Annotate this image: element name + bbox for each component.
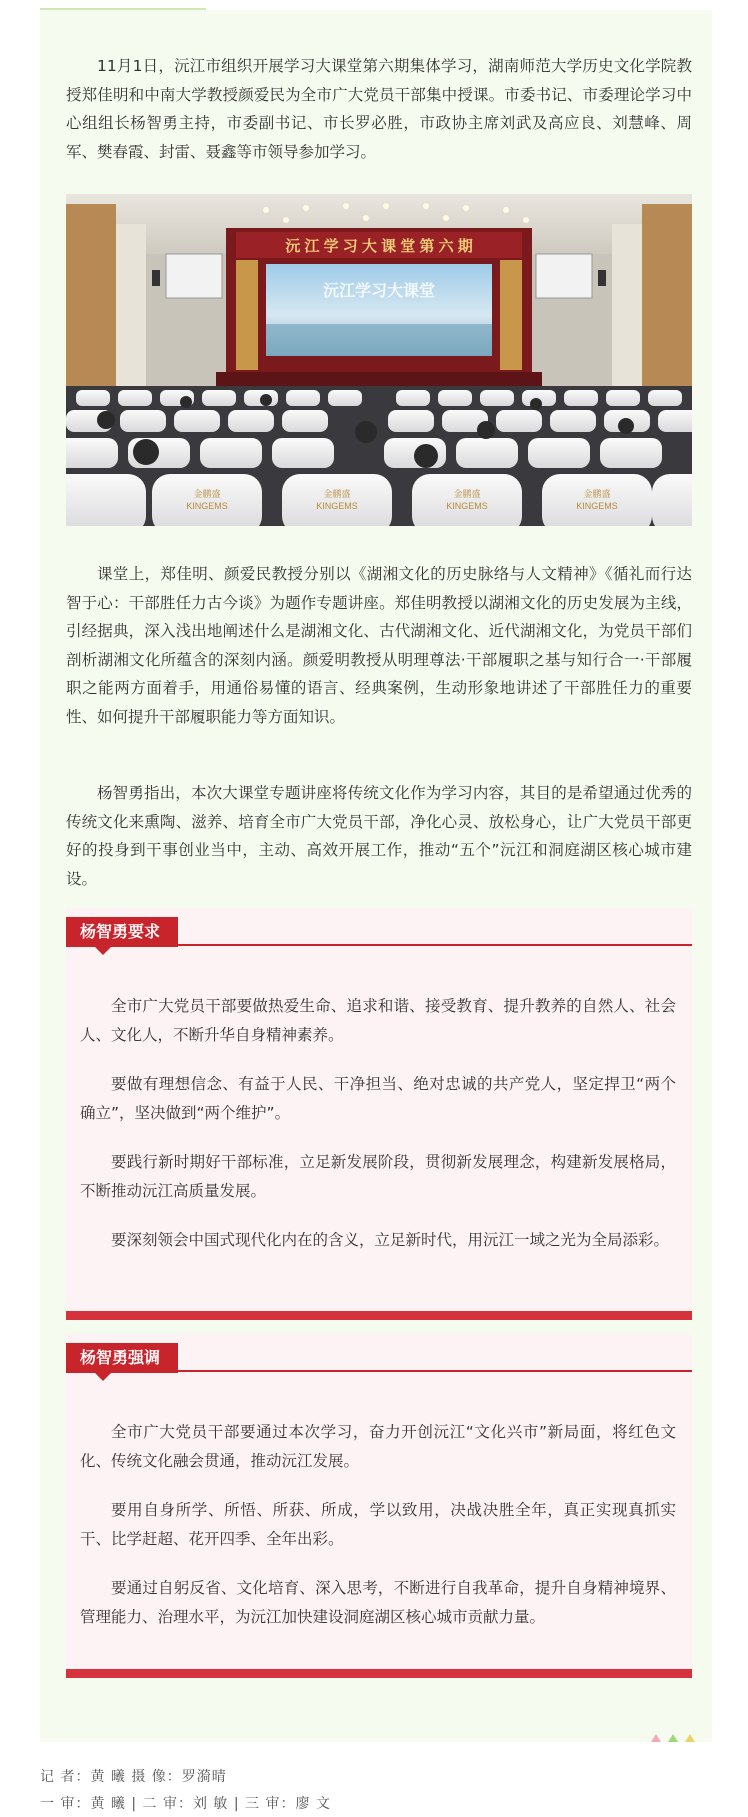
chair-text-2: 金鹏盛 xyxy=(323,489,351,499)
section-title-pointer xyxy=(94,946,112,955)
requirements-section xyxy=(66,908,692,1320)
requirement-item: 要做有理想信念、有益于人民、干净担当、绝对忠诚的共产党人，坚定捍卫“两个确立”，坚决做到“两个维护”。 xyxy=(80,1075,676,1122)
chair-text-4: 金鹏盛 xyxy=(583,489,611,499)
credits-reporter: 记 者：黄 曦 摄 像：罗漪晴 xyxy=(40,1769,227,1785)
chair-brand-1: KINGEMS xyxy=(186,501,228,511)
emphasis-item: 全市广大党员干部要通过本次学习，奋力开创沅江“文化兴市”新局面，将红色文化、传统文化融会贯通，推动沅江发展。 xyxy=(80,1423,676,1470)
lecture-hall-photo xyxy=(66,194,692,526)
decorative-triangles-icon xyxy=(651,1734,701,1746)
emphasis-item: 要通过自躬反省、文化培育、深入思考，不断进行自我革命，提升自身精神境界、管理能力、治理水平，为沅江加快建设洞庭湖区核心城市贡献力量。 xyxy=(80,1579,676,1626)
screen-text: 沅江学习大课堂 xyxy=(322,283,436,300)
requirement-item: 要深刻领会中国式现代化内在的含义，立足新时代，用沅江一域之光为全局添彩。 xyxy=(111,1231,670,1249)
chair-brand-4: KINGEMS xyxy=(576,501,618,511)
lecture-paragraph: 课堂上，郑佳明、颜爱民教授分别以《湖湘文化的历史脉络与人文精神》《循礼而行达智于心：干部胜任力古今谈》为题作专题讲座。郑佳明教授以湖湘文化的历史发展为主线，引经据典，深入浅出地阐述什么是湖湘文化、古代湖湘文化、近代湖湘文化，为党员干部们剖析湖湘文化所蕴含的深刻内涵。颜爱明教授从明理尊法·干部履职之基与知行合一·干部履职之能两方面着手，用通俗易懂的语言、经典案例，生动形象地讲述了干部胜任力的重要性、如何提升干部履职能力等方面知识。 xyxy=(66,565,692,726)
requirement-item: 全市广大党员干部要做热爱生命、追求和谐、接受教育、提升教养的自然人、社会人、文化人，不断升华自身精神素养。 xyxy=(80,997,676,1044)
emphasis-item: 要用自身所学、所悟、所获、所成，学以致用，决战决胜全年，真正实现真抓实干、比学赶超、花开四季、全年出彩。 xyxy=(80,1501,676,1548)
triangle-icon xyxy=(651,1734,661,1742)
chair-brand-3: KINGEMS xyxy=(446,501,488,511)
section-bottom-bar xyxy=(66,1669,692,1678)
chair-text-3: 金鹏盛 xyxy=(453,489,481,499)
chair-text-1: 金鹏盛 xyxy=(193,489,221,499)
banner-text: 沅 江 学 习 大 课 堂 第 六 期 xyxy=(285,238,473,255)
section-title: 杨智勇要求 xyxy=(66,917,178,947)
section-title: 杨智勇强调 xyxy=(66,1343,178,1373)
chair-brand-2: KINGEMS xyxy=(316,501,358,511)
credits-review: 一 审：黄 曦 | 二 审：刘 敏 | 三 审：廖 文 xyxy=(40,1796,331,1812)
requirement-item: 要践行新时期好干部标准，立足新发展阶段，贯彻新发展理念，构建新发展格局，不断推动沅江高质量发展。 xyxy=(80,1153,676,1200)
triangle-icon xyxy=(685,1734,695,1742)
summary-paragraph: 杨智勇指出，本次大课堂专题讲座将传统文化作为学习内容，其目的是希望通过优秀的传统文化来熏陶、滋养、培育全市广大党员干部，净化心灵、放松身心，让广大党员干部更好的投身到干事创业当中，主动、高效开展工作，推动“五个”沅江和洞庭湖区核心城市建设。 xyxy=(66,784,692,888)
triangle-icon xyxy=(668,1734,678,1742)
section-bottom-bar xyxy=(66,1311,692,1320)
section-title-pointer xyxy=(94,1372,112,1381)
emphasis-section xyxy=(66,1334,692,1678)
intro-paragraph: 11月1日，沅江市组织开展学习大课堂第六期集体学习，湖南师范大学历史文化学院教授郑佳明和中南大学教授颜爱民为全市广大党员干部集中授课。市委书记、市委理论学习中心组组长杨智勇主持，市委副书记、市长罗必胜，市政协主席刘武及高应良、刘慧峰、周军、樊春霞、封雷、聂鑫等市领导参加学习。 xyxy=(66,57,692,161)
